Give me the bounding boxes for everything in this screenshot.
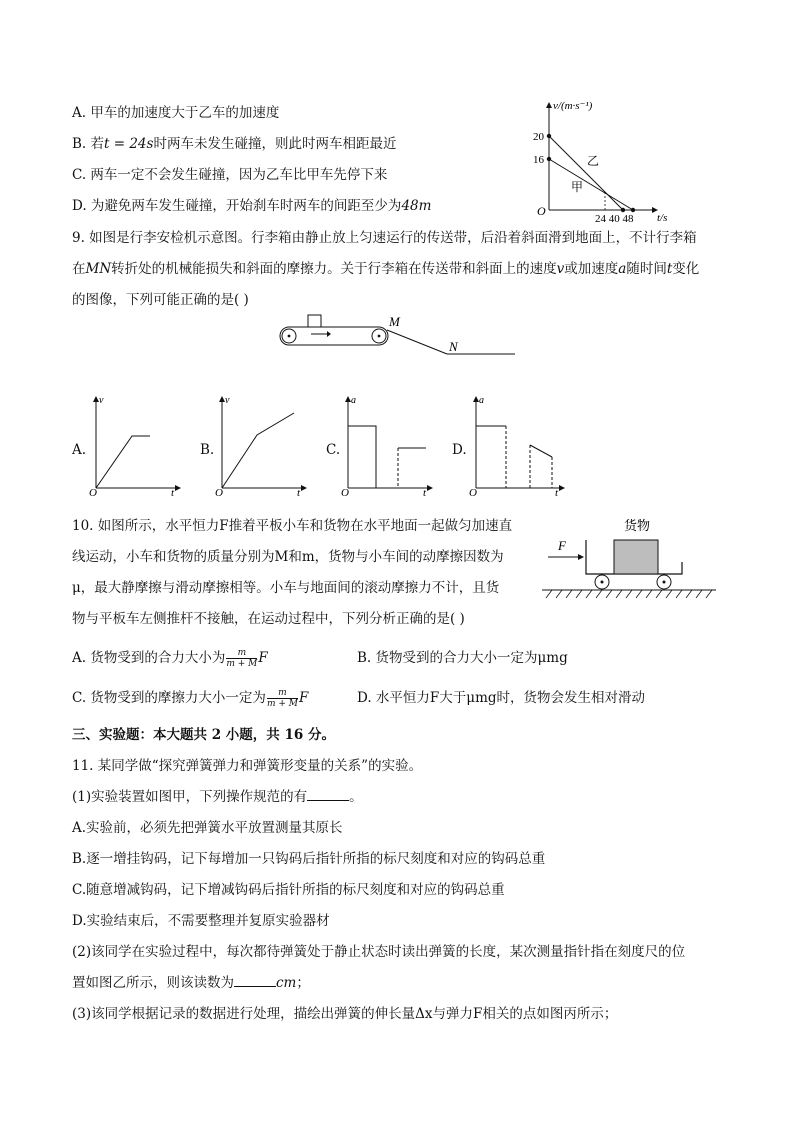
q9-line1: 9. 如图是行李安检机示意图。行李箱由静止放上匀速运行的传送带，后沿着斜面滑到地面上，不计行李箱: [72, 230, 697, 246]
q8-option-d-pre: D. 为避免两车发生碰撞，开始刹车时两车的间距至少为: [72, 198, 402, 214]
q9-d-origin: O: [469, 487, 477, 499]
q8-option-c: C. 两车一定不会发生碰撞，因为乙车比甲车先停下来: [72, 167, 388, 183]
q8-option-d-val: 48m: [401, 198, 432, 214]
q8-y16: 16: [533, 154, 544, 166]
q10-option-a-pre: A. 货物受到的合力大小为: [72, 650, 226, 666]
q9-label-m: M: [389, 314, 400, 329]
q11-opt-a: A.实验前，必须先把弹簧水平放置测量其原长: [72, 820, 343, 836]
q9-a-origin: O: [89, 487, 97, 499]
q9-line2-pre: 在: [72, 261, 86, 277]
q9-line2-post: 变化: [672, 261, 700, 277]
q8-option-b-post: 时两车未发生碰撞，则此时两车相距最近: [153, 136, 397, 152]
q9-b-x-arrow: [301, 485, 307, 491]
q8-option-b-pre: B. 若: [72, 136, 105, 152]
q9-graph-a: [86, 393, 186, 499]
q10-option-c-frac: [267, 688, 298, 709]
q10-line2: 线运动，小车和货物的质量分别为M和m，货物与小车间的动摩擦因数为: [72, 549, 504, 565]
q8-option-d: [72, 196, 431, 216]
q9-wheel-right-hub: [378, 335, 381, 338]
q8-option-a: A. 甲车的加速度大于乙车的加速度: [72, 105, 280, 121]
q9-line2: [72, 259, 699, 279]
q9-v: v: [556, 261, 565, 277]
q11-p3: (3)该同学根据记录的数据进行处理，描绘出弹簧的伸长量Δx与弹力F相关的点如图丙所示；: [72, 1006, 618, 1022]
q9-b-curve: [222, 413, 294, 488]
q9-c-origin: O: [341, 487, 349, 499]
q8-y20: 20: [533, 131, 544, 143]
q10-cargo-box: [614, 540, 658, 574]
q11-p2-pre: 置如图乙所示，则该读数为: [72, 975, 234, 991]
q9-d-tlabel: t: [555, 487, 559, 499]
q11-p1-text: (1)实验装置如图甲，下列操作规范的有: [72, 789, 308, 805]
q10-option-a-frac: [226, 648, 257, 669]
q9-mn: MN: [85, 261, 112, 277]
q10-force-label: F: [558, 538, 566, 553]
q9-t: t: [666, 261, 673, 277]
q8-option-b: [72, 134, 396, 154]
q8-label-yi: 乙: [587, 154, 600, 168]
q8-xticks: 24 40 48: [595, 213, 634, 225]
q9-luggage: [308, 315, 321, 327]
q10-force-arrow-head: [578, 554, 584, 560]
q10-line3: μ，最大静摩擦与滑动摩擦相等。小车与地面间的滚动摩擦力不计，且货: [72, 580, 500, 596]
q10-wheel-right-hub: [663, 581, 666, 584]
q10-option-c-post: F: [298, 690, 309, 706]
section3-heading: 三、实验题：本大题共 2 小题，共 16 分。: [72, 727, 335, 743]
q10-option-c-pre: C. 货物受到的摩擦力大小一定为: [72, 690, 266, 706]
q9-a-curve: [96, 436, 150, 488]
q10-wheel-left-hub: [601, 581, 604, 584]
q9-option-c-letter: C.: [326, 442, 341, 458]
q9-c-step1: [348, 426, 376, 488]
q9-b-ylabel: v: [225, 395, 230, 406]
q9-line2-mid3: 随时间: [626, 261, 667, 277]
q9-a: a: [618, 261, 627, 277]
q9-option-d-letter: D.: [452, 442, 467, 458]
q8-point-48: [631, 208, 635, 212]
q11-p2-end: ；: [296, 975, 310, 991]
q10-option-c: [72, 688, 308, 709]
q10-line4: 物与平板车左侧推杆不接触，在运动过程中，下列分析正确的是( ): [72, 611, 465, 627]
q9-b-origin: O: [215, 487, 223, 499]
q10-option-a-post: F: [258, 650, 268, 666]
q8-option-b-eq: t = 24s: [104, 136, 154, 152]
q9-c-x-arrow: [427, 485, 433, 491]
q10-a-frac-num: m: [226, 648, 257, 659]
q8-label-jia: 甲: [571, 180, 584, 194]
q9-conveyor-figure: [275, 310, 520, 360]
q8-vt-graph: [525, 95, 685, 225]
q10-ground-hatch: [546, 590, 712, 598]
q9-a-tlabel: t: [171, 487, 175, 499]
q10-option-a: [72, 648, 268, 669]
q9-b-tlabel: t: [297, 487, 301, 499]
q10-option-b: B. 货物受到的合力大小一定为μmg: [357, 650, 568, 666]
q11-opt-c: C.随意增减钩码，记下增减钩码后指针所指的标尺刻度和对应的钩码总重: [72, 882, 505, 898]
q9-wheel-left-hub: [288, 335, 291, 338]
q10-c-frac-num: m: [267, 688, 298, 699]
q9-line2-mid: 转折处的机械能损失和斜面的摩擦力。关于行李箱在传送带和斜面上的速度: [111, 261, 557, 277]
q11-p2-line2: [72, 973, 310, 993]
q9-d-slope: [530, 445, 552, 457]
q9-c-ylabel: a: [351, 395, 356, 406]
q10-cart-figure: [540, 512, 720, 602]
q9-c-tlabel: t: [423, 487, 427, 499]
q11-opt-d: D.实验结束后，不需要整理并复原实验器材: [72, 913, 330, 929]
q11-p2-line1: (2)该同学在实验过程中，每次都待弹簧处于静止状态时读出弹簧的长度，某次测量指针指在刻度尺的位: [72, 944, 686, 960]
q11-p1-end: 。: [349, 789, 363, 805]
q9-option-b-letter: B.: [200, 442, 215, 458]
q8-ylabel: v/(m·s⁻¹): [553, 100, 593, 112]
q10-option-d: D. 水平恒力F大于μmg时，货物会发生相对滑动: [357, 690, 646, 706]
q11-p2-unit: cm: [276, 975, 297, 991]
q11-line1: 11. 某同学做“探究弹簧弹力和弹簧形变量的关系”的实验。: [72, 758, 423, 774]
q9-a-x-arrow: [175, 485, 181, 491]
q9-arrow-head: [327, 331, 331, 337]
q10-line1: 10. 如图所示，水平恒力F推着平板小车和货物在水平地面一起做匀加速直: [72, 518, 513, 534]
q8-xlabel: t/s: [657, 212, 668, 224]
q9-graph-d: [466, 393, 570, 499]
q10-c-frac-den: m + M: [266, 699, 298, 709]
q10-cargo-label: 货物: [624, 518, 651, 533]
q9-graph-c: [338, 393, 438, 499]
q10-a-frac-den: m + M: [226, 659, 258, 669]
q8-point-40: [621, 208, 625, 212]
q11-p1-blank[interactable]: [307, 788, 349, 801]
q9-a-ylabel: v: [99, 395, 104, 406]
q9-option-a-letter: A.: [72, 442, 87, 458]
q9-graph-b: [212, 393, 312, 499]
q11-p1: [72, 787, 363, 807]
q9-slope: [387, 330, 447, 354]
q9-label-n: N: [449, 339, 458, 354]
q9-d-ylabel: a: [479, 395, 484, 406]
q9-line3: 的图像，下列可能正确的是( ): [72, 292, 249, 308]
q8-origin: O: [537, 204, 546, 218]
q9-d-x-arrow: [559, 485, 565, 491]
q9-line2-mid2: 或加速度: [564, 261, 619, 277]
q8-line-yi: [549, 136, 623, 210]
q11-opt-b: B.逐一增挂钩码，记下每增加一只钩码后指针所指的标尺刻度和对应的钩码总重: [72, 851, 546, 867]
q11-p2-blank[interactable]: [234, 974, 276, 987]
